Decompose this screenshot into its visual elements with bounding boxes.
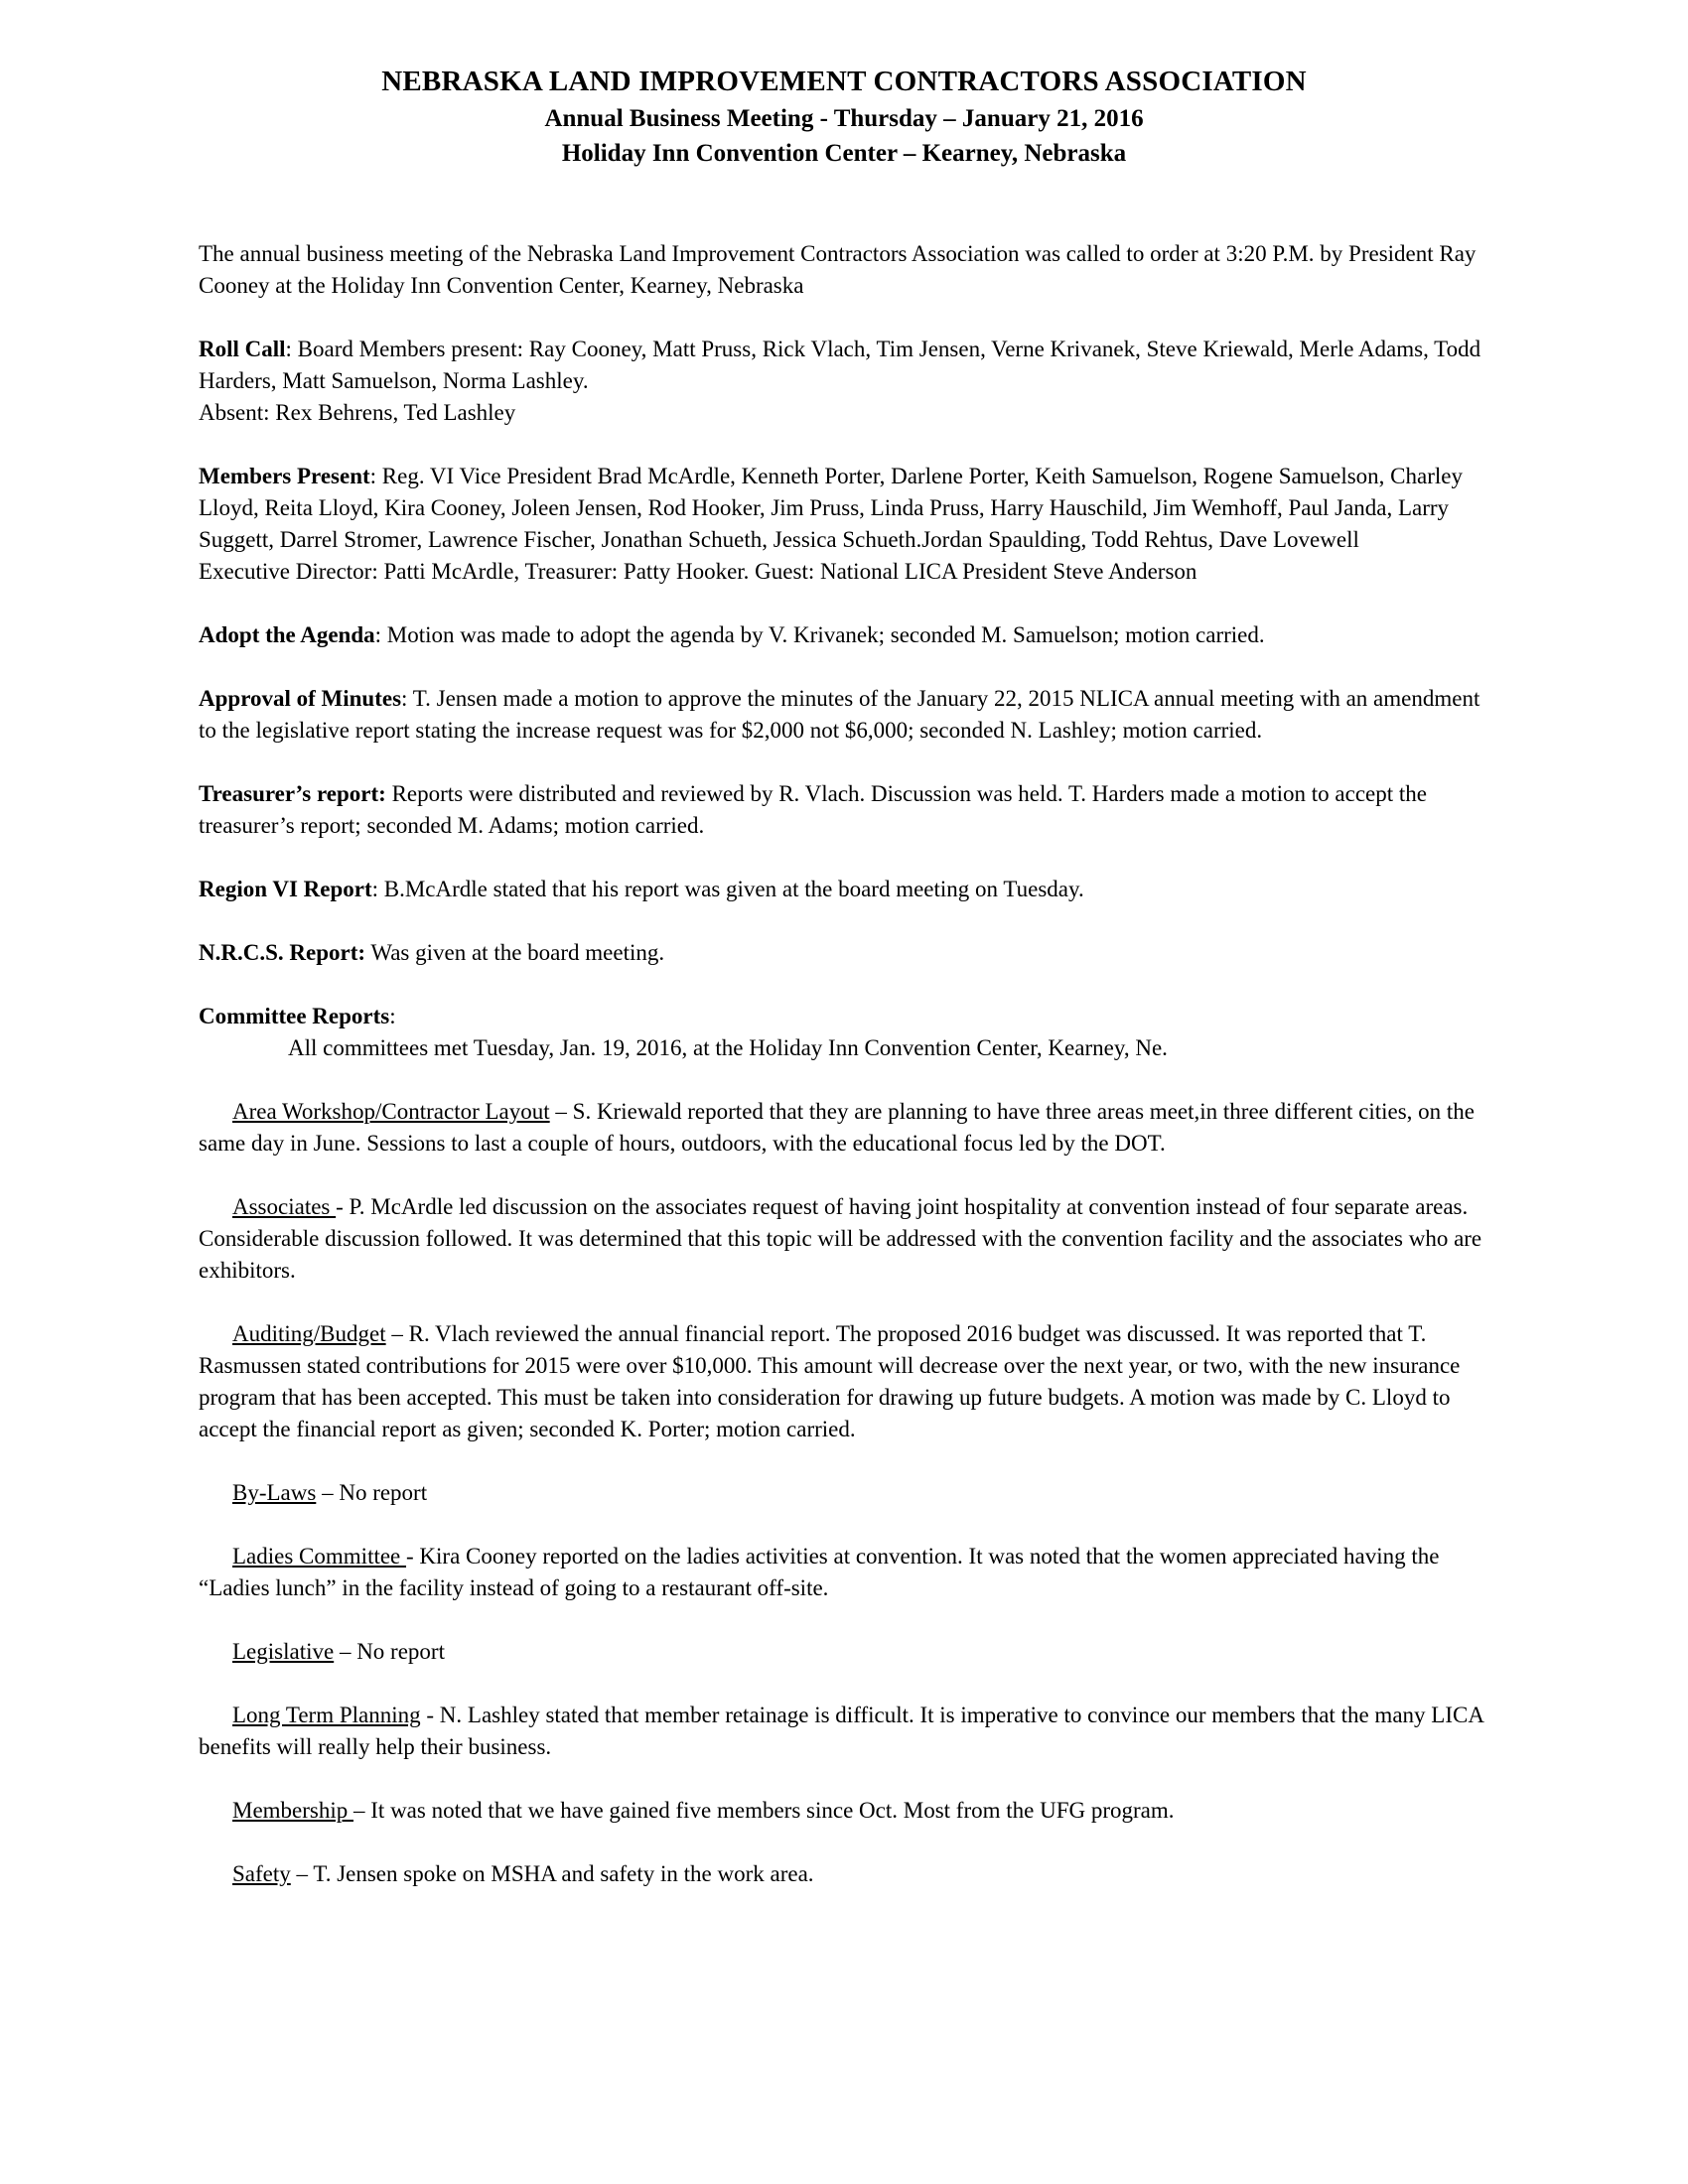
committee-name: Safety — [232, 1861, 291, 1886]
committee-text: – No report — [316, 1480, 428, 1505]
meeting-date-line: Annual Business Meeting - Thursday – January 21, 2016 — [544, 105, 1144, 132]
members-present-label: Members Present — [199, 464, 370, 488]
approval-minutes-section — [199, 683, 1489, 747]
region-vi-label: Region VI Report — [199, 877, 372, 901]
committee-item — [199, 1795, 1489, 1827]
document-header — [0, 62, 1688, 171]
roll-call-absent: Absent: Rex Behrens, Ted Lashley — [199, 400, 516, 425]
committee-name: Membership — [232, 1798, 354, 1823]
committee-reports-colon: : — [389, 1004, 396, 1028]
committee-name: Area Workshop/Contractor Layout — [232, 1099, 550, 1124]
treasurer-label: Treasurer’s report: — [199, 781, 386, 806]
region-vi-section — [199, 874, 1489, 905]
committee-name: Ladies Committee — [232, 1544, 407, 1569]
staff-guest-line: Executive Director: Patti McArdle, Treasurer: Patty Hooker. Guest: National LICA President Steve Anderson — [199, 559, 1197, 584]
region-vi-text: : B.McArdle stated that his report was given at the board meeting on Tuesday. — [371, 877, 1084, 901]
committee-text: - N. Lashley stated that member retainage is difficult. It is imperative to convince our members that the many LICA benefits will really help their business. — [199, 1703, 1483, 1759]
minutes-body — [199, 238, 1489, 1922]
committee-reports-heading — [199, 1001, 1489, 1032]
committee-text: – No report — [334, 1639, 445, 1664]
committee-text: - Kira Cooney reported on the ladies activities at convention. It was noted that the women appreciated having the “Ladies lunch” in the facility instead of going to a restaurant off-site. — [199, 1544, 1440, 1600]
committee-item — [199, 1191, 1489, 1287]
committee-item — [199, 1096, 1489, 1160]
committee-name: Long Term Planning — [232, 1703, 421, 1727]
committee-reports-label: Committee Reports — [199, 1004, 390, 1028]
members-present-section — [199, 461, 1489, 588]
treasurer-section — [199, 778, 1489, 842]
approval-minutes-text: : T. Jensen made a motion to approve the minutes of the January 22, 2015 NLICA annual meeting with an amendment to the legislative report stating the increase request was for $2,000 not $6,000; seconded N. Lashley; motion carried. — [199, 686, 1480, 743]
adopt-agenda-section — [199, 619, 1489, 651]
roll-call-section — [199, 334, 1489, 429]
committee-text: – S. Kriewald reported that they are planning to have three areas meet,in three different cities, on the same day in June. Sessions to last a couple of hours, outdoors, with the educational focus led by the DOT. — [199, 1099, 1476, 1156]
committee-name: Associates — [232, 1194, 337, 1219]
nrcs-section — [199, 937, 1489, 969]
treasurer-text: Reports were distributed and reviewed by R. Vlach. Discussion was held. T. Harders made a motion to accept the treasurer’s report; seconded M. Adams; motion carried. — [199, 781, 1427, 838]
intro-paragraph: The annual business meeting of the Nebraska Land Improvement Contractors Association was called to order at 3:20 P.M. by President Ray Cooney at the Holiday Inn Convention Center, Kearney, Nebraska — [199, 241, 1477, 298]
approval-minutes-label: Approval of Minutes — [199, 686, 402, 711]
document-title: NEBRASKA LAND IMPROVEMENT CONTRACTORS ASSOCIATION — [381, 66, 1307, 97]
committee-name: By-Laws — [232, 1480, 317, 1505]
committee-name: Legislative — [232, 1639, 335, 1664]
roll-call-label: Roll Call — [199, 337, 286, 361]
committee-item — [199, 1541, 1489, 1604]
committee-name: Auditing/Budget — [232, 1321, 386, 1346]
roll-call-text: : Board Members present: Ray Cooney, Matt Pruss, Rick Vlach, Tim Jensen, Verne Krivanek, Steve Kriewald, Merle Adams, Todd Harders, Matt Samuelson, Norma Lashley. — [199, 337, 1481, 393]
committee-text: – T. Jensen spoke on MSHA and safety in the work area. — [290, 1861, 814, 1886]
committee-text: – It was noted that we have gained five members since Oct. Most from the UFG program. — [353, 1798, 1175, 1823]
committee-item — [199, 1858, 1489, 1890]
adopt-agenda-label: Adopt the Agenda — [199, 622, 375, 647]
committee-item — [199, 1318, 1489, 1445]
committee-text: – R. Vlach reviewed the annual financial report. The proposed 2016 budget was discussed. It was reported that T. Rasmussen stated contributions for 2015 were over $10,000. This amount will decrease over the next year, or two, with the new insurance program that has been accepted. This must be taken into consideration for drawing up future budgets. A motion was made by C. Lloyd to accept the financial report as given; seconded K. Porter; motion carried. — [199, 1321, 1461, 1441]
meeting-location-line: Holiday Inn Convention Center – Kearney, Nebraska — [561, 140, 1127, 167]
committee-text: - P. McArdle led discussion on the associates request of having joint hospitality at convention instead of four separate areas. Considerable discussion followed. It was determined that this topic will be addressed with the convention facility and the associates who are exhibitors. — [199, 1194, 1482, 1283]
nrcs-label: N.R.C.S. Report: — [199, 940, 366, 965]
nrcs-text: Was given at the board meeting. — [365, 940, 665, 965]
committee-reports-intro: All committees met Tuesday, Jan. 19, 2016, at the Holiday Inn Convention Center, Kearney, Ne. — [288, 1035, 1168, 1060]
committee-item — [199, 1700, 1489, 1763]
adopt-agenda-text: : Motion was made to adopt the agenda by V. Krivanek; seconded M. Samuelson; motion carried. — [374, 622, 1265, 647]
committee-item — [199, 1636, 1489, 1668]
committee-item — [199, 1477, 1489, 1509]
members-present-text: : Reg. VI Vice President Brad McArdle, Kenneth Porter, Darlene Porter, Keith Samuelson, Rogene Samuelson, Charley Lloyd, Reita Lloyd, Kira Cooney, Joleen Jensen, Rod Hooker, Jim Pruss, Linda Pruss, Harry Hauschild, Jim Wemhoff, Paul Janda, Larry Suggett, Darrel Stromer, Lawrence Fischer, Jonathan Schueth, Jessica Schueth.Jordan Spaulding, Todd Rehtus, Dave Lovewell — [199, 464, 1463, 552]
